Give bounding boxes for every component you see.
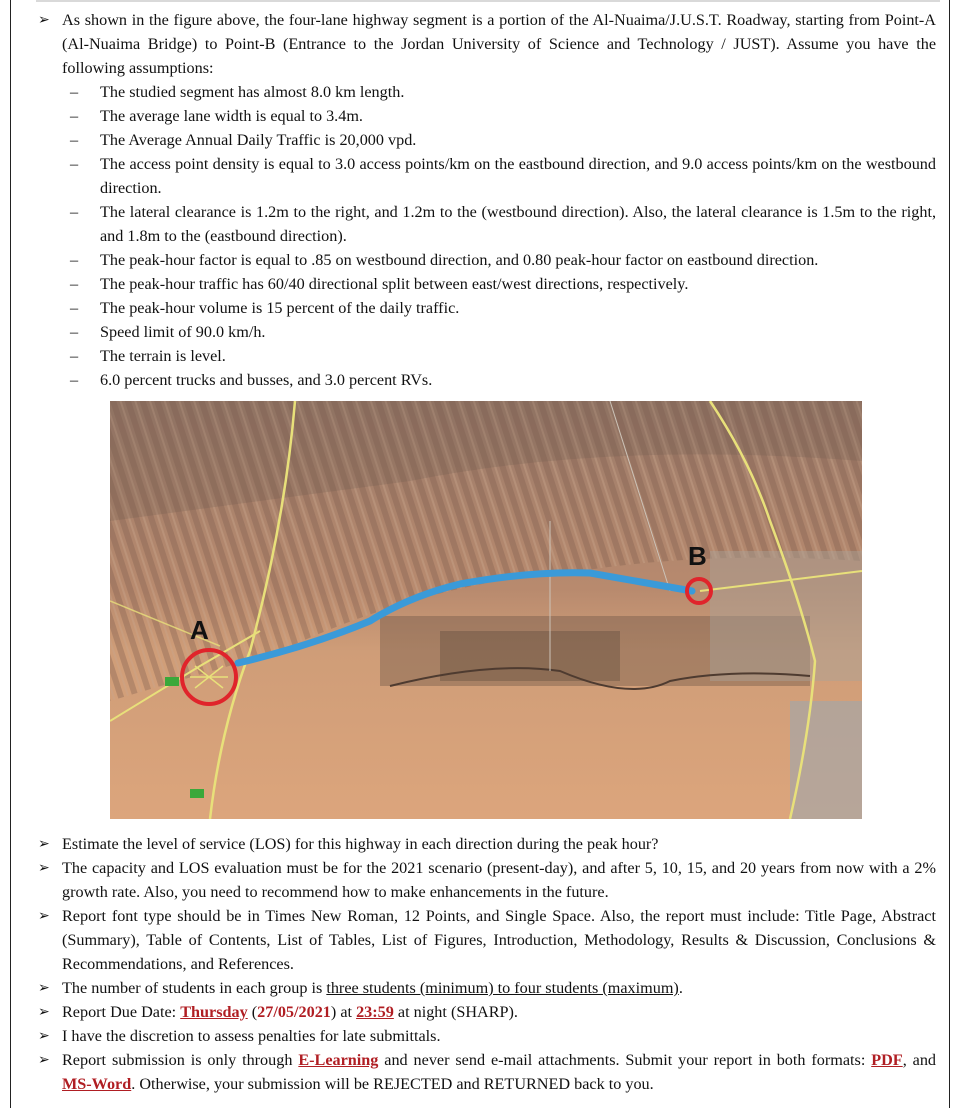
pdf-format-emphasis: PDF bbox=[871, 1051, 903, 1069]
group-size-emphasis: three students (minimum) to four students (maximum) bbox=[326, 979, 679, 997]
point-a-label: A bbox=[190, 615, 209, 645]
arrow-bullet-icon: ➢ bbox=[38, 860, 50, 876]
assumption-item bbox=[0, 272, 958, 296]
dash-bullet-icon: – bbox=[70, 371, 79, 389]
document-body bbox=[0, 8, 958, 1096]
assumption-item bbox=[0, 320, 958, 344]
due-day: Thursday bbox=[180, 1003, 248, 1021]
dash-bullet-icon: – bbox=[70, 299, 79, 317]
dash-bullet-icon: – bbox=[70, 131, 79, 149]
arrow-bullet-icon: ➢ bbox=[38, 12, 50, 28]
dash-bullet-icon: – bbox=[70, 323, 79, 341]
task-text: . bbox=[678, 979, 683, 997]
assumptions-list bbox=[0, 80, 958, 392]
assumption-text: The lateral clearance is 1.2m to the right, and 1.2m to the (westbound direction). Also, the lateral clearance is 1.5m to the right, and 1.8m to the (eastbound direction). bbox=[100, 203, 936, 245]
task-text: ) at bbox=[330, 1003, 357, 1021]
task-text: The number of students in each group is bbox=[62, 979, 327, 997]
top-divider bbox=[36, 0, 940, 2]
assumption-item bbox=[0, 80, 958, 104]
satellite-map-figure bbox=[110, 401, 862, 819]
task-los bbox=[0, 832, 958, 856]
assumption-item bbox=[0, 296, 958, 320]
task-text: , and bbox=[902, 1051, 937, 1069]
msword-format-emphasis: MS-Word bbox=[62, 1075, 132, 1093]
task-group-size bbox=[0, 976, 958, 1000]
assumption-item bbox=[0, 344, 958, 368]
arrow-bullet-icon: ➢ bbox=[38, 836, 50, 852]
arrow-bullet-icon: ➢ bbox=[38, 1028, 50, 1044]
task-text: Estimate the level of service (LOS) for this highway in each direction during the peak hour? bbox=[62, 835, 659, 853]
due-date: 27/05/2021 bbox=[257, 1003, 331, 1021]
task-scenario bbox=[0, 856, 958, 904]
task-text: Report Due Date: bbox=[62, 1003, 181, 1021]
due-time: 23:59 bbox=[356, 1003, 394, 1021]
task-text: ( bbox=[247, 1003, 258, 1021]
dash-bullet-icon: – bbox=[70, 83, 79, 101]
assumption-text: The access point density is equal to 3.0 access points/km on the eastbound direction, and 9.0 access points/km on the westbound direction. bbox=[100, 155, 936, 197]
assumption-text: The peak-hour factor is equal to .85 on westbound direction, and 0.80 peak-hour factor on eastbound direction. bbox=[100, 251, 819, 269]
e-learning-emphasis: E-Learning bbox=[298, 1051, 379, 1069]
assumption-text: The peak-hour volume is 15 percent of the daily traffic. bbox=[100, 299, 460, 317]
dash-bullet-icon: – bbox=[70, 155, 79, 173]
task-text: . Otherwise, your submission will be REJECTED and RETURNED back to you. bbox=[131, 1075, 654, 1093]
assumption-text: Speed limit of 90.0 km/h. bbox=[100, 323, 266, 341]
assumption-item bbox=[0, 368, 958, 392]
task-text: I have the discretion to assess penalties for late submittals. bbox=[62, 1027, 441, 1045]
assumption-text: The average lane width is equal to 3.4m. bbox=[100, 107, 363, 125]
assumption-text: The peak-hour traffic has 60/40 directional split between east/west directions, respectively. bbox=[100, 275, 689, 293]
assumption-text: The studied segment has almost 8.0 km length. bbox=[100, 83, 405, 101]
dash-bullet-icon: – bbox=[70, 275, 79, 293]
dash-bullet-icon: – bbox=[70, 347, 79, 365]
assumption-text: The Average Annual Daily Traffic is 20,000 vpd. bbox=[100, 131, 417, 149]
dash-bullet-icon: – bbox=[70, 251, 79, 269]
intro-text: As shown in the figure above, the four-lane highway segment is a portion of the Al-Nuaima/J.U.S.T. Roadway, starting from Point-A (Al-Nuaima Bridge) to Point-B (Entrance to the Jordan University of Science and Technology / JUST). Assume you have the following assumptions: bbox=[62, 11, 936, 77]
task-text: at night (SHARP). bbox=[393, 1003, 518, 1021]
arrow-bullet-icon: ➢ bbox=[38, 1052, 50, 1068]
task-due-date bbox=[0, 1000, 958, 1024]
dash-bullet-icon: – bbox=[70, 203, 79, 221]
assumption-item bbox=[0, 152, 958, 200]
assumption-text: 6.0 percent trucks and busses, and 3.0 percent RVs. bbox=[100, 371, 433, 389]
assumption-item bbox=[0, 200, 958, 248]
assumption-text: The terrain is level. bbox=[100, 347, 226, 365]
assumption-item bbox=[0, 128, 958, 152]
task-text: Report font type should be in Times New Roman, 12 Points, and Single Space. Also, the report must include: Title Page, Abstract (Summary), Table of Contents, List of Tables, List of Figures, Introduction, Methodology, Results & Discussion, Conclusions & Recommendations, and References. bbox=[62, 907, 936, 973]
task-format bbox=[0, 904, 958, 976]
arrow-bullet-icon: ➢ bbox=[38, 908, 50, 924]
arrow-bullet-icon: ➢ bbox=[38, 980, 50, 996]
arrow-bullet-icon: ➢ bbox=[38, 1004, 50, 1020]
task-text: and never send e-mail attachments. Submit your report in both formats: bbox=[378, 1051, 872, 1069]
task-submission bbox=[0, 1048, 958, 1096]
point-b-label: B bbox=[688, 541, 707, 571]
intro-paragraph bbox=[0, 8, 958, 80]
assumption-item bbox=[0, 248, 958, 272]
task-penalties bbox=[0, 1024, 958, 1048]
task-text: The capacity and LOS evaluation must be for the 2021 scenario (present-day), and after 5, 10, 15, and 20 years from now with a 2% growth rate. Also, you need to recommend how to make enhancements in the future. bbox=[62, 859, 936, 901]
assumption-item bbox=[0, 104, 958, 128]
dash-bullet-icon: – bbox=[70, 107, 79, 125]
task-text: Report submission is only through bbox=[62, 1051, 299, 1069]
